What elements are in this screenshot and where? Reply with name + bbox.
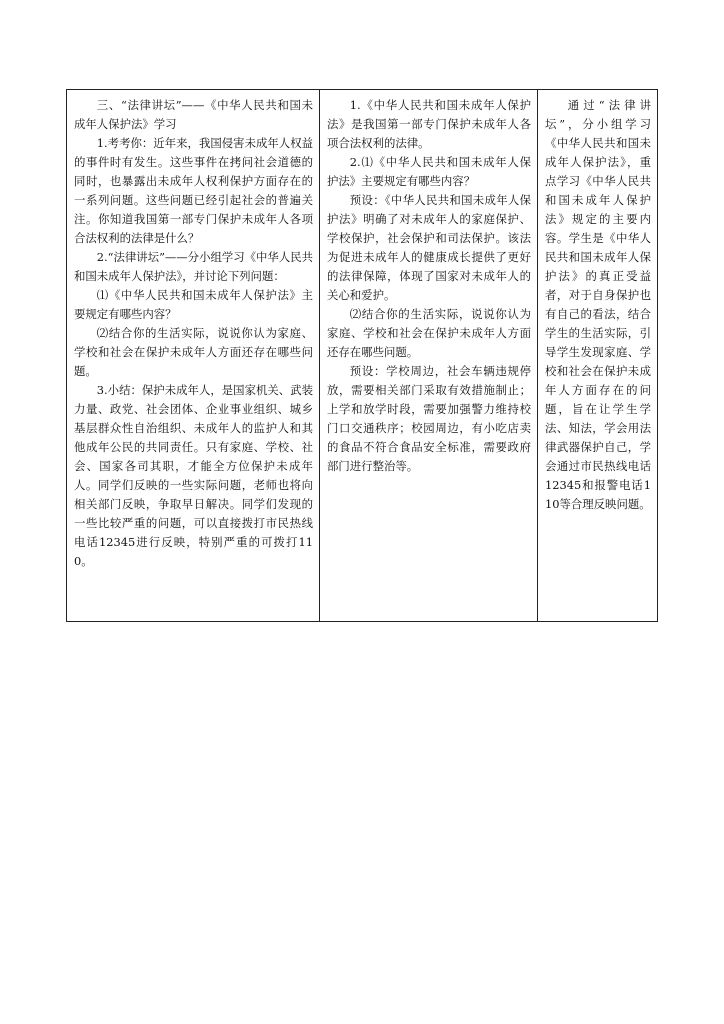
summary-paragraph: 3.小结：保护未成年人，是国家机关、武装力量、政党、社会团体、企业事业组织、城乡基层群众性自治组织、未成年人的监护人和其他成年公民的共同责任。只有家庭、学校、社会、国家各司其职，才能全方位保护未成年人。同学们反映的一些实际问题，老师也将向相关部门反映，争取早日解决。同学们发现的一些比较严重的问题，可以直接拨打市民热线电话12345进行反映，特别严重的可拨打110。 bbox=[74, 383, 313, 568]
answer-paragraph: 预设：学校周边，社会车辆违规停放，需要相关部门采取有效措施制止；上学和放学时段，需要加强警力维持校门口交通秩序；校园周边，有小吃店卖的食品不符合食品安全标准，需要政府部门进行整治等。 bbox=[327, 364, 531, 473]
answer-paragraph: 1.《中华人民共和国未成年人保护法》是我国第一部专门保护未成年人各项合法权利的法律。 bbox=[327, 98, 531, 150]
table-row bbox=[67, 90, 658, 622]
activity-paragraph: ⑵结合你的生活实际，说说你认为家庭、学校和社会在保护未成年人方面还存在哪些问题。 bbox=[74, 326, 313, 378]
design-intent-cell bbox=[538, 90, 658, 622]
answer-paragraph: 2.⑴《中华人民共和国未成年人保护法》主要规定有哪些内容？ bbox=[327, 155, 531, 188]
expected-answers-cell bbox=[320, 90, 538, 622]
section-heading: 三、“法律讲坛”——《中华人民共和国未成年人保护法》学习 bbox=[74, 98, 313, 131]
teaching-activity-cell bbox=[67, 90, 320, 622]
lesson-plan-table bbox=[66, 89, 658, 622]
activity-paragraph: 1.考考你：近年来，我国侵害未成年人权益的事件时有发生。这些事件在拷问社会道德的同时，也暴露出未成年人权利保护方面存在的一系列问题。这些问题已经引起社会的普遍关注。你知道我国第一部专门保护未成年人各项合法权利的法律是什么？ bbox=[74, 136, 313, 245]
answer-paragraph: 预设：《中华人民共和国未成年人保护法》明确了对未成年人的家庭保护、学校保护，社会保护和司法保护。该法为促进未成年人的健康成长提供了更好的法律保障，体现了国家对未成年人的关心和爱护。 bbox=[327, 193, 531, 302]
answer-paragraph: ⑵结合你的生活实际，说说你认为家庭、学校和社会在保护未成年人方面还存在哪些问题。 bbox=[327, 307, 531, 359]
activity-paragraph: ⑴《中华人民共和国未成年人保护法》主要规定有哪些内容？ bbox=[74, 288, 313, 321]
activity-paragraph: 2.“法律讲坛”——分小组学习《中华人民共和国未成年人保护法》，并讨论下列问题： bbox=[74, 250, 313, 283]
intent-paragraph: 通过“法律讲坛”，分小组学习《中华人民共和国未成年人保护法》，重点学习《中华人民共和国未成年人保护法》规定的主要内容。学生是《中华人民共和国未成年人保护法》的真正受益者，对于自身保护也有自己的看法，结合学生的生活实际，引导学生发现家庭、学校和社会在保护未成年人方面存在的问题，旨在让学生学法、知法，学会用法律武器保护自己，学会通过市民热线电话12345和报警电话110等合理反映问题。 bbox=[545, 98, 651, 511]
